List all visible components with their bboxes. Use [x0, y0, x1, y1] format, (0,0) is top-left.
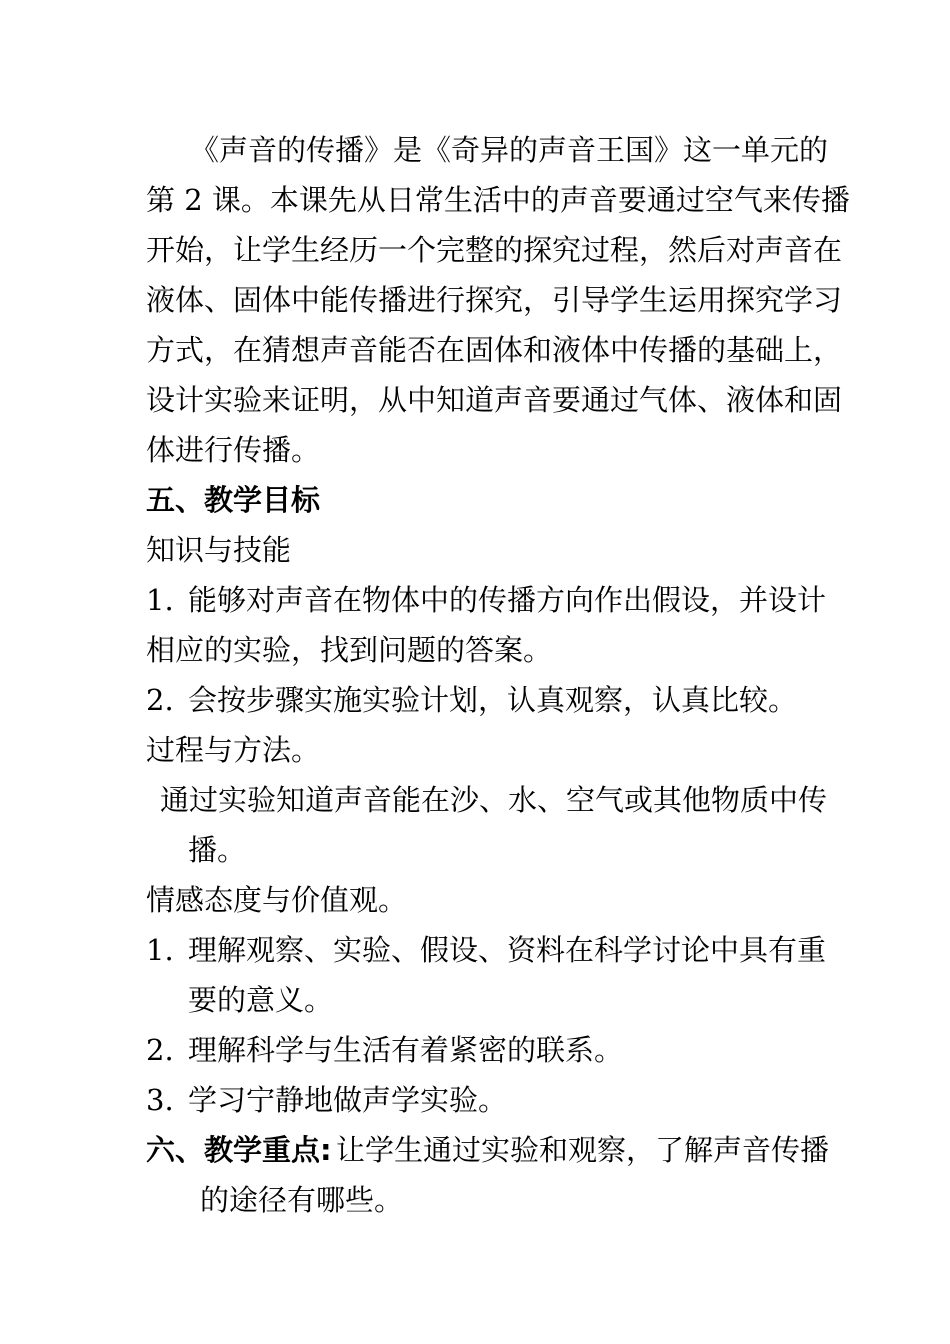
knowledge-item2-text: 会按步骤实施实验计划，认真观察，认真比较。 [188, 683, 798, 717]
emotion-item1-num: 1. [146, 933, 174, 967]
intro-line-7: 体进行传播。 [146, 433, 321, 467]
section6-line2: 的途径有哪些。 [200, 1183, 404, 1217]
process-title: 过程与方法。 [146, 733, 321, 767]
knowledge-item1-line2: 相应的实验，找到问题的答案。 [146, 633, 553, 667]
emotion-item3-text: 学习宁静地做声学实验。 [188, 1083, 508, 1117]
process-line2: 播。 [188, 833, 247, 867]
emotion-item3-num: 3. [146, 1083, 174, 1117]
emotion-item1-line1: 理解观察、实验、假设、资料在科学讨论中具有重 [188, 933, 827, 967]
knowledge-item1-num: 1. [146, 583, 174, 617]
emotion-item1-line2: 要的意义。 [188, 983, 334, 1017]
intro-line-5: 方式，在猜想声音能否在固体和液体中传播的基础上， [146, 333, 843, 367]
knowledge-title: 知识与技能 [146, 533, 292, 567]
process-line1: 通过实验知道声音能在沙、水、空气或其他物质中传 [160, 783, 828, 817]
emotion-item2-text: 理解科学与生活有着紧密的联系。 [188, 1033, 624, 1067]
intro-line-4: 液体、固体中能传播进行探究，引导学生运用探究学习 [146, 283, 843, 317]
emotion-item2-num: 2. [146, 1033, 174, 1067]
knowledge-item1-line1: 能够对声音在物体中的传播方向作出假设，并设计 [188, 583, 827, 617]
section6-heading: 六、教学重点: [146, 1133, 332, 1167]
intro-line-6: 设计实验来证明，从中知道声音要通过气体、液体和固 [146, 383, 843, 417]
intro-line-1: 《声音的传播》是《奇异的声音王国》这一单元的 [190, 133, 829, 167]
intro-line-3: 开始，让学生经历一个完整的探究过程，然后对声音在 [146, 233, 843, 267]
section5-heading: 五、教学目标 [146, 483, 321, 517]
intro-line-2: 第 2 课。本课先从日常生活中的声音要通过空气来传播 [146, 183, 850, 217]
knowledge-item2-num: 2. [146, 683, 174, 717]
section6-line1: 让学生通过实验和观察，了解声音传播 [336, 1133, 830, 1167]
emotion-title: 情感态度与价值观。 [146, 883, 408, 917]
